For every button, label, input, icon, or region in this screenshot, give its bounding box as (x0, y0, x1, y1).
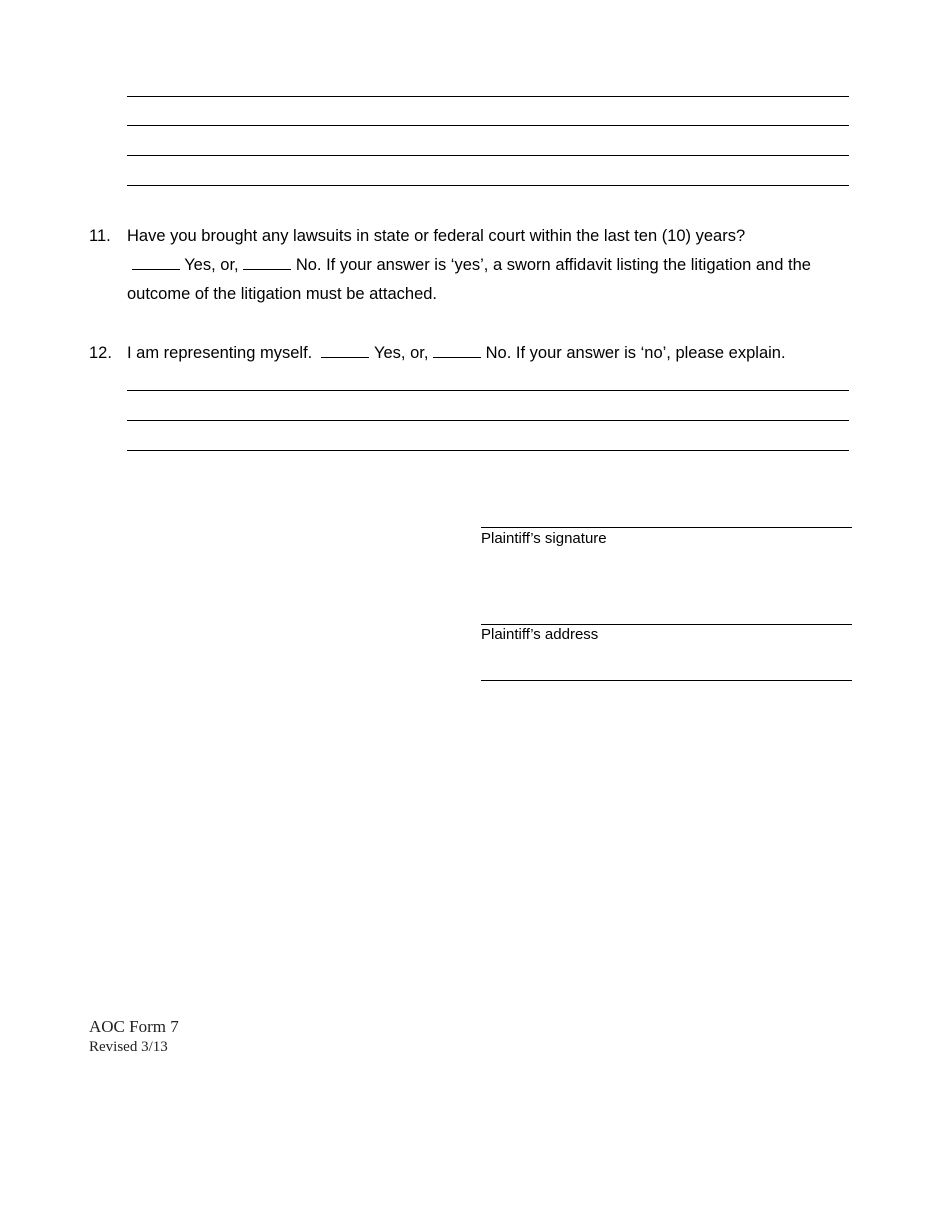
question-11-line-3: outcome of the litigation must be attached. (127, 285, 438, 303)
question-11-number: 11. (89, 227, 111, 245)
address-line-1[interactable] (481, 624, 852, 625)
explain-line-1[interactable] (127, 390, 849, 391)
signature-line[interactable] (481, 527, 852, 528)
answer-line-4[interactable] (127, 185, 849, 186)
answer-line-3[interactable] (127, 155, 849, 156)
q12-yes-blank[interactable] (321, 343, 369, 358)
form-id: AOC Form 7 (89, 1017, 179, 1036)
q11-yes-label: Yes, or, (184, 256, 239, 274)
q12-no-blank[interactable] (433, 343, 481, 358)
q11-no-blank[interactable] (243, 255, 291, 270)
q11-no-label: No. If your answer is ‘yes’, a sworn affidavit listing the litigation and the (295, 256, 811, 274)
question-11 (127, 222, 857, 309)
q12-no-label: No. If your answer is ‘no’, please explain. (485, 344, 786, 362)
question-11-line-1: Have you brought any lawsuits in state or federal court within the last ten (10) years? (127, 227, 746, 245)
q11-yes-blank[interactable] (132, 255, 180, 270)
signature-label: Plaintiff’s signature (481, 530, 607, 547)
explain-line-2[interactable] (127, 420, 849, 421)
question-11-line-2 (127, 251, 857, 280)
question-12 (127, 339, 857, 368)
question-12-line-1 (127, 339, 857, 368)
address-label: Plaintiff’s address (481, 626, 599, 643)
explain-line-3[interactable] (127, 450, 849, 451)
revision-date: Revised 3/13 (89, 1039, 168, 1055)
answer-line-1[interactable] (127, 96, 849, 97)
q12-lead: I am representing myself. (127, 344, 313, 362)
question-12-number: 12. (89, 344, 112, 362)
q12-yes-label: Yes, or, (374, 344, 429, 362)
answer-line-2[interactable] (127, 125, 849, 126)
address-line-2[interactable] (481, 680, 852, 681)
